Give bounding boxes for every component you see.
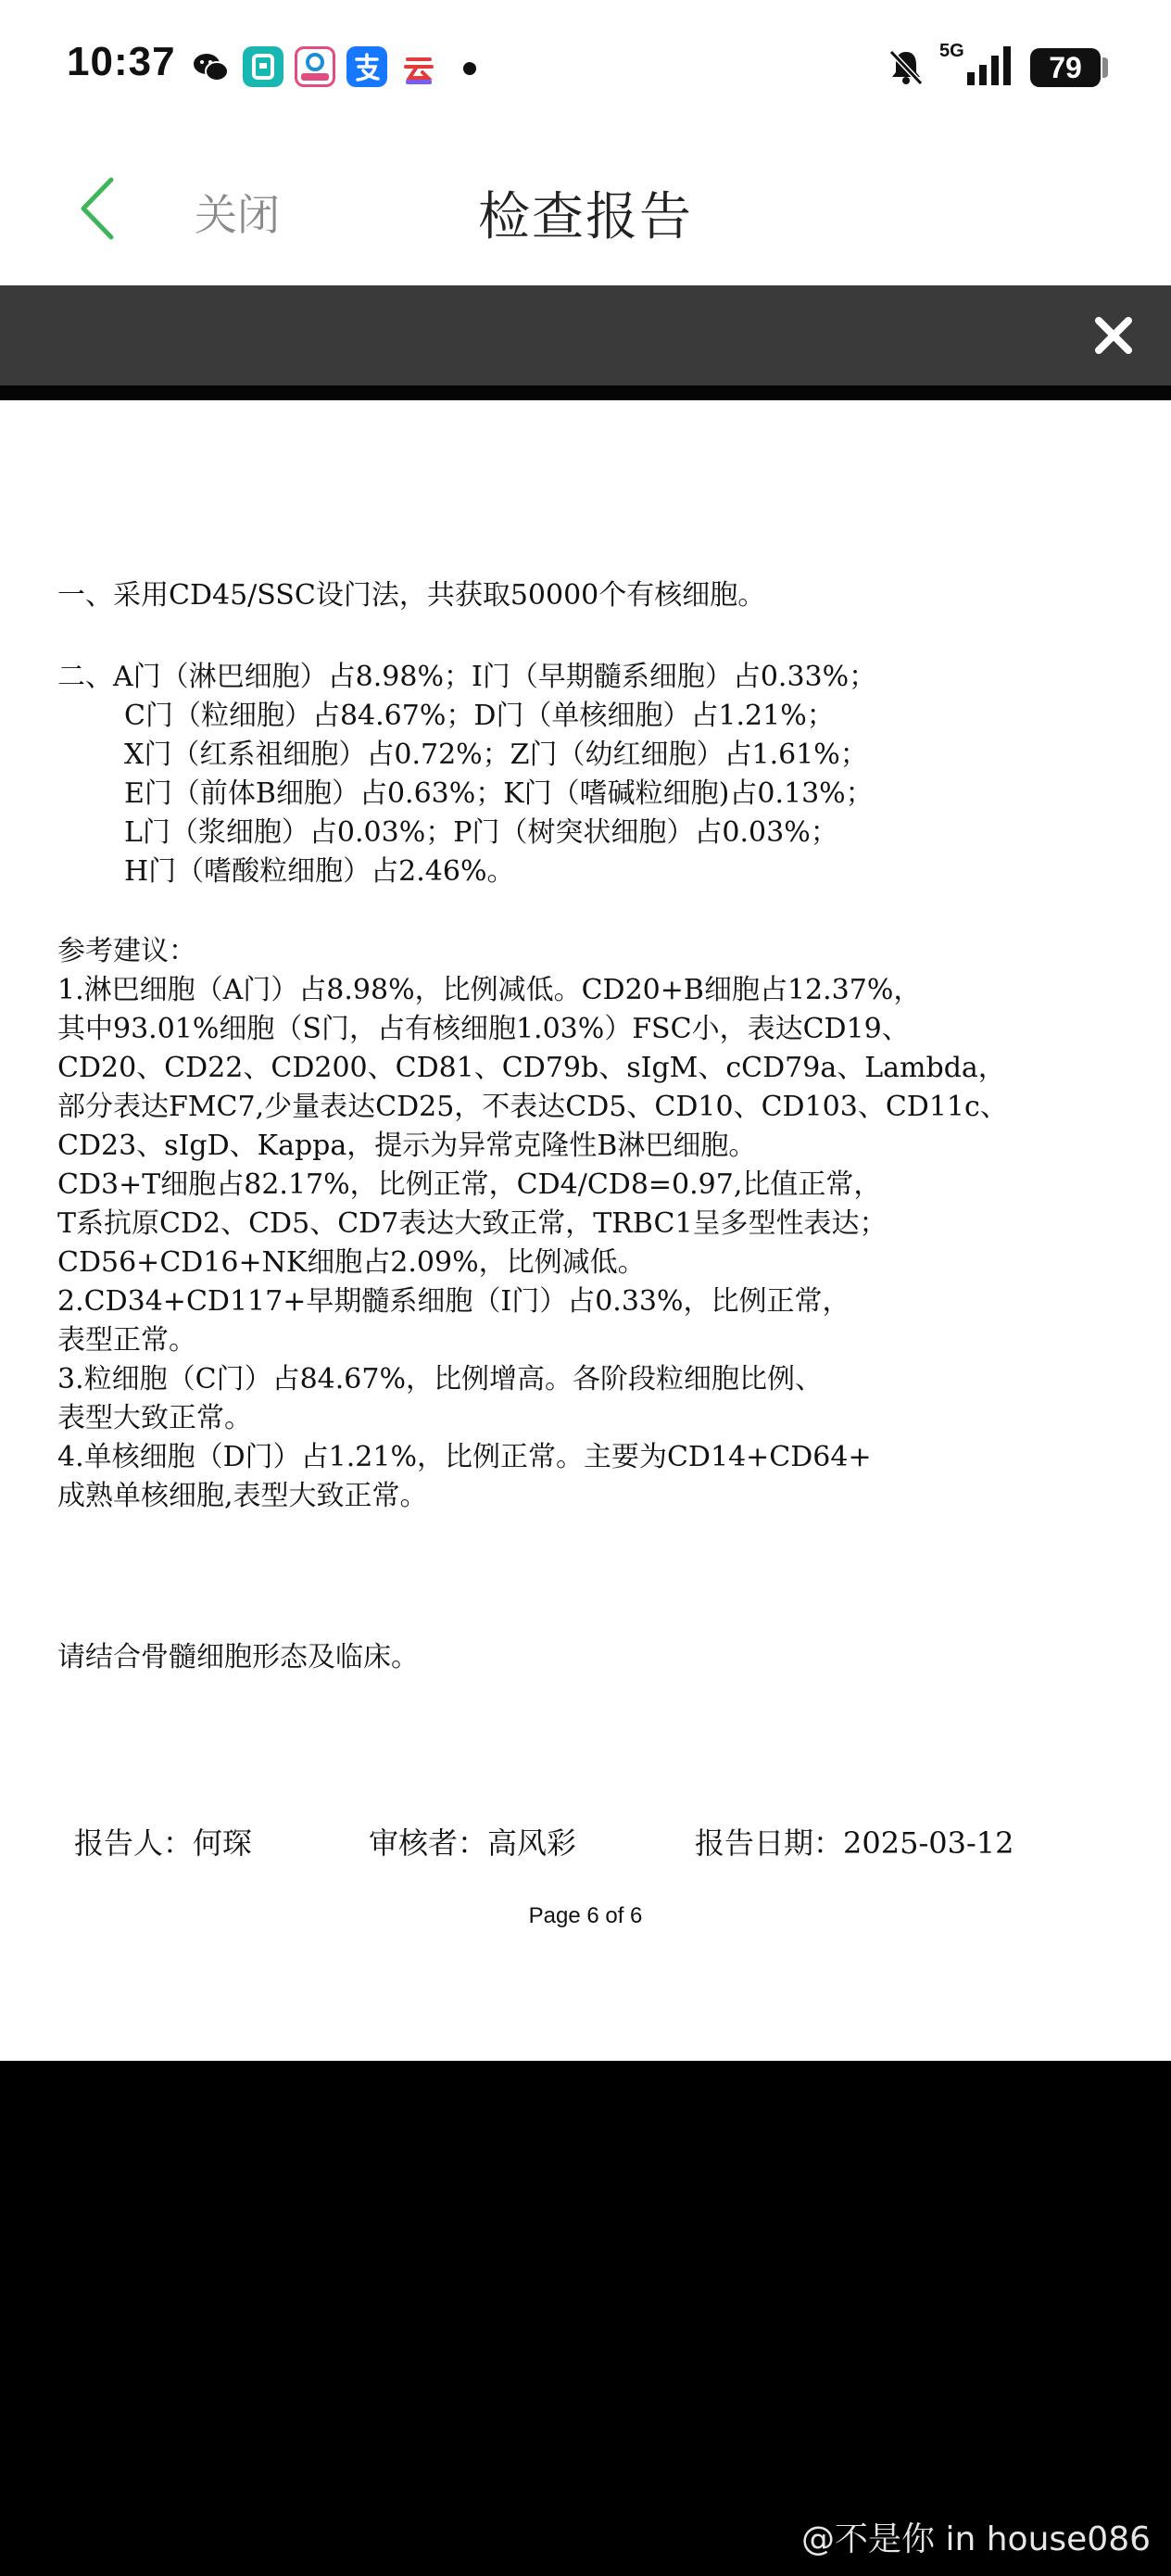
page-number: Page 6 of 6 bbox=[528, 1903, 643, 1928]
status-bar bbox=[0, 0, 1171, 130]
suggestion-line: T系抗原CD2、CD5、CD7表达大致正常，TRBC1呈多型性表达； bbox=[57, 1207, 888, 1240]
suggestion-heading: 参考建议： bbox=[57, 935, 196, 967]
notification-dot-icon bbox=[463, 62, 476, 75]
report-gate-line: C门（粒细胞）占84.67%；D门（单核细胞）占1.21%； bbox=[124, 700, 835, 732]
suggestion-line: CD23、sIgD、Kappa，提示为异常克隆性B淋巴细胞。 bbox=[57, 1130, 757, 1162]
mi-home-icon bbox=[243, 46, 283, 87]
report-gate-line: L门（浆细胞）占0.03%；P门（树突状细胞）占0.03%； bbox=[124, 816, 838, 849]
report-page bbox=[0, 400, 1171, 2061]
nav-bar bbox=[0, 130, 1171, 285]
suggestion-line: 1.淋巴细胞（A门）占8.98%，比例减低。CD20+B细胞占12.37%， bbox=[57, 974, 922, 1006]
suggestion-line: 2.CD34+CD117+早期髓系细胞（I门）占0.33%，比例正常， bbox=[57, 1285, 850, 1318]
close-x-icon[interactable] bbox=[1091, 313, 1136, 358]
alipay-icon bbox=[346, 46, 387, 87]
network-type: 5G bbox=[939, 41, 964, 61]
suggestion-line: 表型正常。 bbox=[57, 1324, 196, 1357]
report-line-gating: 一、采用CD45/SSC设门法，共获取50000个有核细胞。 bbox=[57, 579, 766, 612]
suggestion-line: CD56+CD16+NK细胞占2.09%，比例减低。 bbox=[57, 1246, 646, 1279]
battery-level: 79 bbox=[1030, 48, 1101, 87]
suggestion-line: 3.粒细胞（C门）占84.67%，比例增高。各阶段粒细胞比例、 bbox=[57, 1363, 823, 1395]
suggestion-line: 表型大致正常。 bbox=[57, 1402, 252, 1434]
closing-note: 请结合骨髓细胞形态及临床。 bbox=[57, 1641, 419, 1673]
page-title: 检查报告 bbox=[478, 187, 693, 247]
suggestion-line: 其中93.01%细胞（S门，占有核细胞1.03%）FSC小，表达CD19、 bbox=[57, 1013, 910, 1045]
suggestion-line: 部分表达FMC7,少量表达CD25，不表达CD5、CD10、CD103、CD11c、 bbox=[57, 1091, 1008, 1123]
suggestion-line: CD3+T细胞占82.17%，比例正常，CD4/CD8=0.97,比值正常， bbox=[57, 1168, 882, 1201]
status-time: 10:37 bbox=[67, 39, 176, 84]
viewer-background bbox=[0, 2061, 1171, 2576]
china-mobile-icon bbox=[295, 46, 335, 87]
reporter-name: 报告人：何琛 bbox=[74, 1825, 253, 1861]
report-gate-line: X门（红系祖细胞）占0.72%；Z门（幼红细胞）占1.61%； bbox=[124, 739, 868, 771]
cloud-app-icon bbox=[398, 46, 439, 87]
wechat-icon bbox=[191, 46, 232, 87]
signal-strength-icon bbox=[963, 44, 1015, 87]
battery-tip bbox=[1102, 57, 1108, 78]
suggestion-line: 4.单核细胞（D门）占1.21%，比例正常。主要为CD14+CD64+ bbox=[57, 1441, 872, 1473]
suggestion-line: 成熟单核细胞,表型大致正常。 bbox=[57, 1480, 428, 1512]
report-gate-line: 二、A门（淋巴细胞）占8.98%；I门（早期髓系细胞）占0.33%； bbox=[57, 661, 877, 693]
suggestion-line: CD20、CD22、CD200、CD81、CD79b、sIgM、cCD79a、Lambda， bbox=[57, 1052, 1006, 1084]
close-button[interactable]: 关闭 bbox=[195, 190, 280, 240]
report-gate-line: E门（前体B细胞）占0.63%；K门（嗜碱粒细胞)占0.13%； bbox=[124, 777, 874, 810]
mute-bell-icon bbox=[886, 46, 926, 87]
report-gate-line: H门（嗜酸粒细胞）占2.46%。 bbox=[124, 855, 515, 888]
reviewer-name: 审核者：高风彩 bbox=[369, 1825, 577, 1861]
toolbar-divider bbox=[0, 385, 1171, 400]
document-viewer-toolbar bbox=[0, 285, 1171, 385]
report-date: 报告日期：2025-03-12 bbox=[695, 1825, 1014, 1861]
watermark: @不是你 in house086 bbox=[801, 2520, 1151, 2558]
